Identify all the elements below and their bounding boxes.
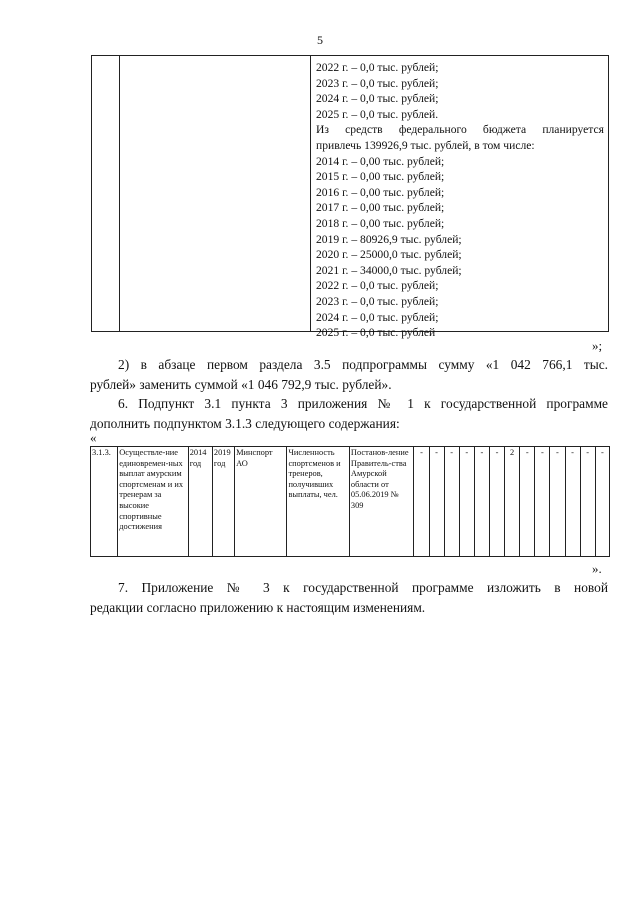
paragraph-7 <box>90 578 608 618</box>
cell-value: - <box>535 447 550 557</box>
page-number: 5 <box>317 33 323 47</box>
cell-name: Осуществле-ние единовремен-ных выплат амурским спортсменам и их тренерам за высокие спортивные достижения <box>118 447 189 557</box>
cell-value: - <box>489 447 504 557</box>
opening-quote-mark: « <box>90 430 97 445</box>
cell-value: 2 <box>505 447 520 557</box>
funding-line: 2014 г. – 0,00 тыс. рублей; <box>316 154 445 168</box>
paragraph-2-line-1: 2) в абзаце первом раздела 3.5 подпрограммы сумму «1 042 766,1 тыс. <box>118 357 608 372</box>
funding-table <box>91 55 609 340</box>
cell-value: - <box>520 447 535 557</box>
subitem-table <box>90 446 610 557</box>
funding-line: 2016 г. – 0,00 тыс. рублей; <box>316 185 445 199</box>
cell-value: - <box>429 447 444 557</box>
cell-value: - <box>580 447 595 557</box>
table-row <box>91 447 610 557</box>
funding-line: 2019 г. – 80926,9 тыс. рублей; <box>316 232 462 246</box>
closing-quote-mark-2: ». <box>592 561 602 576</box>
closing-quote-mark: »; <box>592 338 603 353</box>
paragraph-2 <box>90 355 608 395</box>
cell-number: 3.1.3. <box>91 447 118 557</box>
funding-line: 2015 г. – 0,00 тыс. рублей; <box>316 170 445 184</box>
funding-table-label-column <box>120 56 311 331</box>
paragraph-6-line-2: дополнить подпунктом 3.1.3 следующего содержания: <box>90 416 400 431</box>
paragraph-2-line-2: рублей» заменить суммой «1 046 792,9 тыс. рублей». <box>90 377 392 392</box>
paragraph-6-line-1: 6. Подпункт 3.1 пункта 3 приложения № 1 к государственной программе <box>118 396 608 411</box>
cell-value: - <box>565 447 580 557</box>
funding-line: привлечь 139926,9 тыс. рублей, в том числе: <box>316 138 535 152</box>
funding-line: 2025 г. – 0,0 тыс. рублей <box>316 326 436 340</box>
paragraph-7-line-1: 7. Приложение № 3 к государственной программе изложить в новой <box>118 580 608 595</box>
funding-line: 2018 г. – 0,00 тыс. рублей; <box>316 216 445 230</box>
funding-line: 2017 г. – 0,00 тыс. рублей; <box>316 201 445 215</box>
funding-table-number-column <box>92 56 120 331</box>
paragraph-7-line-2: редакции согласно приложению к настоящим изменениям. <box>90 600 426 615</box>
paragraph-6 <box>90 394 608 434</box>
cell-value: - <box>474 447 489 557</box>
cell-value: - <box>550 447 565 557</box>
cell-value: - <box>444 447 459 557</box>
funding-line: Из средств федерального бюджета планируется <box>316 123 604 137</box>
funding-line: 2023 г. – 0,0 тыс. рублей; <box>316 76 439 90</box>
cell-value: - <box>595 447 609 557</box>
funding-line: 2022 г. – 0,0 тыс. рублей; <box>316 279 439 293</box>
funding-line: 2023 г. – 0,0 тыс. рублей; <box>316 294 439 308</box>
funding-line: 2021 г. – 34000,0 тыс. рублей; <box>316 263 462 277</box>
funding-table-content <box>316 60 604 341</box>
funding-line: 2020 г. – 25000,0 тыс. рублей; <box>316 248 462 262</box>
cell-executor: Минспорт АО <box>235 447 287 557</box>
cell-year-start: 2014 год <box>188 447 212 557</box>
funding-line: 2024 г. – 0,0 тыс. рублей; <box>316 92 439 106</box>
funding-line: 2025 г. – 0,0 тыс. рублей. <box>316 107 439 121</box>
funding-line: 2024 г. – 0,0 тыс. рублей; <box>316 310 439 324</box>
cell-value: - <box>414 447 429 557</box>
cell-basis: Постанов-ление Правитель-ства Амурской области от 05.06.2019 № 309 <box>349 447 413 557</box>
cell-value: - <box>459 447 474 557</box>
cell-year-end: 2019 год <box>212 447 234 557</box>
cell-indicator: Численность спортсменов и тренеров, получивших выплаты, чел. <box>287 447 349 557</box>
funding-line: 2022 г. – 0,0 тыс. рублей; <box>316 61 439 74</box>
